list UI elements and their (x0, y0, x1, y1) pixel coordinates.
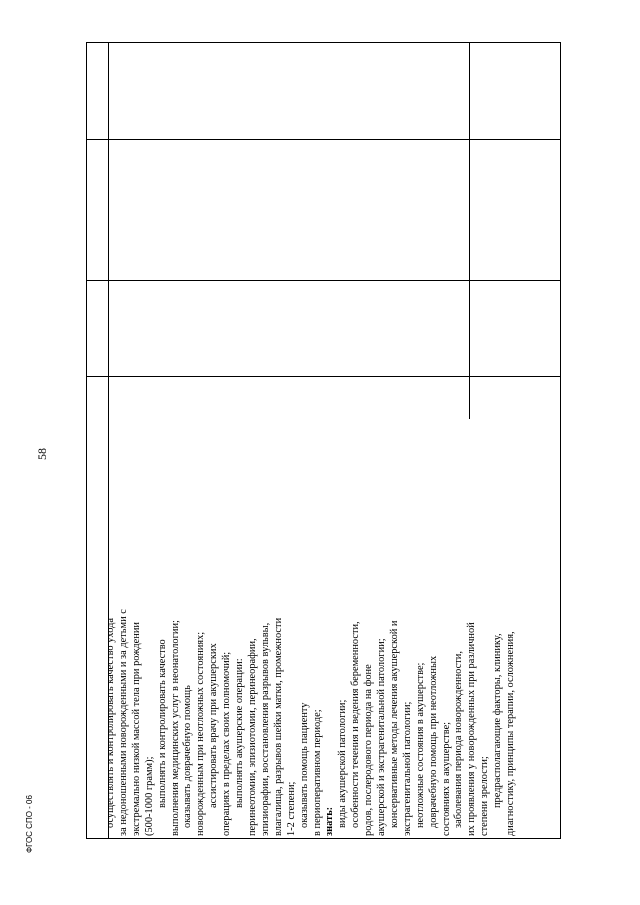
text-line: особенности течения и ведения беременности, (350, 621, 362, 828)
text-line: диагностику, принципы терапии, осложнения, (505, 631, 517, 836)
text-line: оказывать помощь пациенту (298, 702, 310, 828)
document-footer: ФГОС СПО - 06 (25, 795, 34, 853)
competency-text-cell (105, 456, 560, 836)
text-line: перинеотомии, эпизиотомии, перинеорафии, (246, 638, 258, 836)
text-line: операциях в пределах своих полномочий; (221, 651, 233, 836)
text-line: выполнения медицинских услуг в неонатологии; (169, 620, 181, 836)
text-line: их проявления у новорожденных при различной (466, 622, 478, 836)
text-line: заболевания периода новорожденности, (453, 651, 465, 828)
text-line: консервативные методы лечения акушерской и (388, 620, 400, 828)
text-line: за недоношенными новорожденными и за детьми с (117, 609, 129, 836)
table-column-divider (87, 139, 560, 140)
text-line: неотложные состояния в акушерстве; (414, 662, 426, 828)
table-column-divider (87, 280, 560, 281)
text-line: знать: (324, 806, 336, 836)
text-line: степени зрелости; (479, 756, 491, 836)
text-line: экстрагенитальной патологии; (401, 701, 413, 836)
text-line: выполнять и контролировать качество (156, 639, 168, 808)
text-line: в периоперативном периоде; (311, 709, 323, 836)
text-line: оказывать доврачебную помощь (182, 685, 194, 828)
text-line: предрасполагающие факторы, клинику, (492, 633, 504, 808)
text-line: выполнять акушерские операции: (234, 658, 246, 808)
table-row-divider (469, 43, 470, 419)
table-column-divider (87, 376, 560, 377)
curriculum-table (86, 42, 561, 839)
text-line: осуществлять и контролировать качество ухода (105, 618, 116, 828)
text-line: родов, послеродового периода на фоне (363, 664, 375, 836)
page-number: 58 (35, 448, 49, 460)
text-line: (500-1000 грамм); (143, 756, 155, 836)
text-line: акушерской и экстрагенитальной патологии; (376, 638, 388, 836)
text-line: экстремально низкой массой тела при рождении (130, 622, 142, 836)
text-line: виды акушерской патологии; (337, 699, 349, 828)
text-line: влагалища, разрывов шейки матки, промежности (272, 617, 284, 836)
text-line: новорожденным при неотложных состояниях; (195, 631, 207, 836)
text-line: 1-2 степени; (285, 781, 297, 836)
text-line: ассистировать врачу при акушерских (208, 643, 220, 808)
text-line: доврачебную помощь при неотложных (427, 655, 439, 828)
text-line: эпизиорафии, восстановления разрывов вульвы, (259, 622, 271, 836)
text-line: состояниях в акушерстве; (440, 721, 452, 836)
